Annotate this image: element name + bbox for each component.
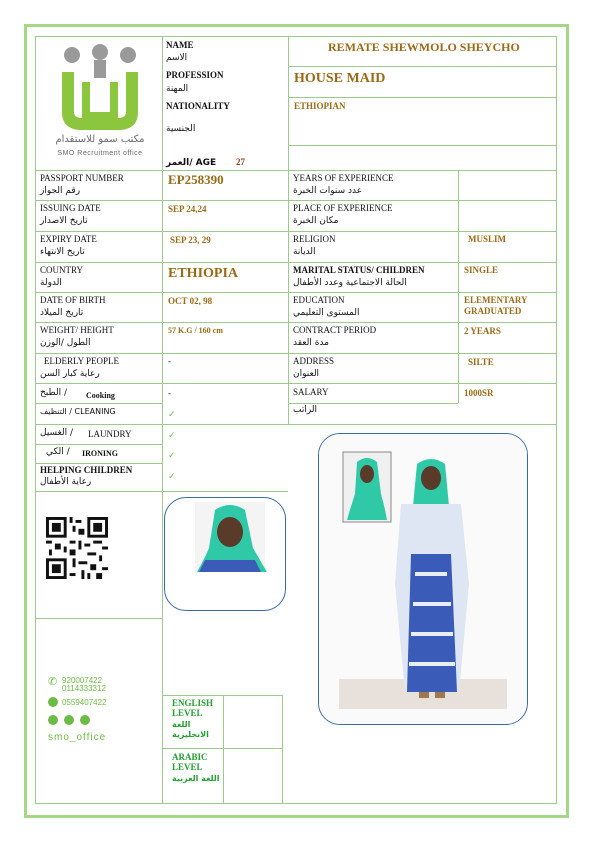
full-body-photo-frame [318, 433, 528, 725]
col-divider-1 [162, 36, 163, 804]
arabic-level-label-ar: اللغة العربية [172, 774, 220, 783]
snapchat-icon [80, 715, 90, 725]
passport-label-ar: رقم الجواز [40, 186, 81, 196]
rule [35, 424, 557, 425]
issuing-label-en: ISSUING DATE [40, 203, 101, 213]
nationality-value: ETHIOPIAN [294, 101, 346, 111]
ironing-check-icon: ✓ [168, 451, 176, 461]
address-label-en: ADDRESS [293, 356, 335, 366]
issuing-label-ar: تاريخ الاصدار [40, 216, 88, 226]
instagram-icon [64, 715, 74, 725]
years-label-ar: عدد سنوات الخبرة [293, 186, 363, 196]
twitter-icon [48, 715, 58, 725]
rule [35, 403, 162, 404]
rule [35, 262, 557, 263]
salary-label-en: SALARY [293, 387, 329, 397]
name-value: REMATE SHEWMOLO SHEYCHO [328, 40, 520, 54]
logo-brand-en: SMO Recruitment office [57, 150, 143, 157]
place-label-en: PLACE OF EXPERIENCE [293, 203, 393, 213]
salary-label-ar: الراتب [293, 405, 318, 415]
education-label-ar: المستوى التعليمي [293, 308, 360, 318]
elderly-value: - [168, 356, 171, 366]
nationality-label-en: NATIONALITY [166, 101, 230, 111]
name-label-ar: الاسم [166, 53, 188, 63]
expiry-label-ar: تاريخ الانتهاء [40, 247, 85, 257]
years-label-en: YEARS OF EXPERIENCE [293, 173, 394, 183]
portrait-photo [165, 498, 285, 610]
age-value: 27 [236, 157, 245, 167]
laundry-label-en: LAUNDRY [88, 429, 132, 439]
expiry-value: SEP 23, 29 [170, 235, 211, 245]
contract-label-en: CONTRACT PERIOD [293, 325, 377, 335]
cooking-label-en: Cooking [86, 391, 115, 400]
religion-value: MUSLIM [468, 234, 506, 244]
phone-icon: ✆ [48, 676, 58, 688]
profession-label-ar: المهنة [166, 84, 189, 94]
rule [162, 748, 282, 749]
ironing-label-ar: الكي / [46, 447, 70, 457]
marital-label-en: MARITAL STATUS/ CHILDREN [293, 265, 425, 275]
rule [35, 353, 557, 354]
contract-value: 2 YEARS [464, 326, 501, 336]
salary-value: 1000SR [464, 388, 494, 398]
rule [35, 231, 557, 232]
country-label-en: COUNTRY [40, 265, 84, 275]
rule [288, 145, 557, 146]
weight-label-ar: الطول /الوزن [40, 338, 91, 348]
cooking-label-ar: الطبخ / [40, 388, 68, 398]
religion-label-en: RELIGION [293, 234, 336, 244]
logo [52, 42, 148, 164]
phone-number-2: 0114333312 [62, 684, 106, 693]
rule [35, 383, 557, 384]
dob-label-en: DATE OF BIRTH [40, 295, 106, 305]
cooking-value: - [168, 388, 171, 398]
address-label-ar: العنوان [293, 369, 320, 379]
education-label-en: EDUCATION [293, 295, 345, 305]
marital-label-ar: الحالة الاجتماعية وعدد الأطفال [293, 278, 407, 288]
rule [35, 463, 162, 464]
col-divider-3 [458, 170, 459, 403]
helping-label-en: HELPING CHILDREN [40, 465, 133, 475]
laundry-label-ar: الغسيل / [40, 428, 74, 438]
english-level-label-ar: اللغة الانجليزية [172, 720, 209, 739]
rule [35, 292, 557, 293]
rule [35, 491, 288, 492]
elderly-label-ar: رعاية كبار السن [40, 369, 100, 379]
country-label-ar: الدولة [40, 278, 62, 288]
address-value: SILTE [468, 357, 494, 367]
passport-value: EP258390 [168, 172, 224, 187]
social-handle: smo_office [48, 732, 107, 743]
name-label-en: NAME [166, 40, 194, 50]
rule [35, 170, 557, 171]
country-value: ETHIOPIA [168, 266, 239, 281]
profession-value: HOUSE MAID [294, 71, 386, 86]
col-divider-lang [223, 695, 224, 803]
weight-value: 57 K.G / 160 cm [168, 326, 223, 335]
place-label-ar: مكان الخبرة [293, 216, 339, 226]
rule [162, 695, 282, 696]
cleaning-check-icon: ✓ [168, 410, 176, 420]
weight-label-en: WEIGHT/ HEIGHT [40, 325, 114, 335]
passport-label-en: PASSPORT NUMBER [40, 173, 124, 183]
whatsapp-icon [48, 697, 58, 707]
issuing-value: SEP 24,24 [168, 204, 207, 214]
age-label: العمر/ AGE [166, 158, 217, 168]
rule [35, 444, 162, 445]
elderly-label-en: ELDERLY PEOPLE [44, 356, 120, 366]
phone-number-1: 920007422 [62, 676, 103, 685]
profession-label-en: PROFESSION [166, 70, 224, 80]
rule [35, 200, 557, 201]
rule [288, 403, 458, 404]
religion-label-ar: الديانة [293, 247, 316, 257]
portrait-photo-frame [164, 497, 286, 611]
english-level-label: ENGLISH LEVEL [172, 698, 214, 718]
contract-label-ar: مدة العقد [293, 338, 329, 348]
expiry-label-en: EXPIRY DATE [40, 234, 97, 244]
dob-value: OCT 02, 98 [168, 296, 213, 306]
logo-brand-ar: مكتب سمو للاستقدام [55, 134, 145, 145]
rule [35, 618, 162, 619]
ironing-label-en: IRONING [82, 449, 119, 458]
col-divider-lang-r [282, 695, 283, 803]
qr-code [42, 517, 112, 579]
helping-check-icon: ✓ [168, 472, 176, 482]
dob-label-ar: تاريخ الميلاد [40, 308, 84, 318]
rule [35, 322, 557, 323]
education-value: ELEMENTARY GRADUATED [464, 295, 528, 316]
cleaning-label: التنظيف / CLEANING [40, 407, 116, 416]
laundry-check-icon: ✓ [168, 431, 176, 441]
full-body-photo [319, 434, 527, 724]
nationality-label-ar: الجنسية [166, 124, 196, 134]
rule [288, 97, 557, 98]
whatsapp-number: 0559407422 [62, 698, 107, 707]
col-divider-2 [288, 36, 289, 424]
rule [288, 66, 557, 67]
logo-mark [52, 42, 148, 134]
marital-value: SINGLE [464, 265, 499, 275]
arabic-level-label: ARABIC LEVEL [172, 752, 208, 772]
helping-label-ar: رعاية الأطفال [40, 477, 92, 487]
